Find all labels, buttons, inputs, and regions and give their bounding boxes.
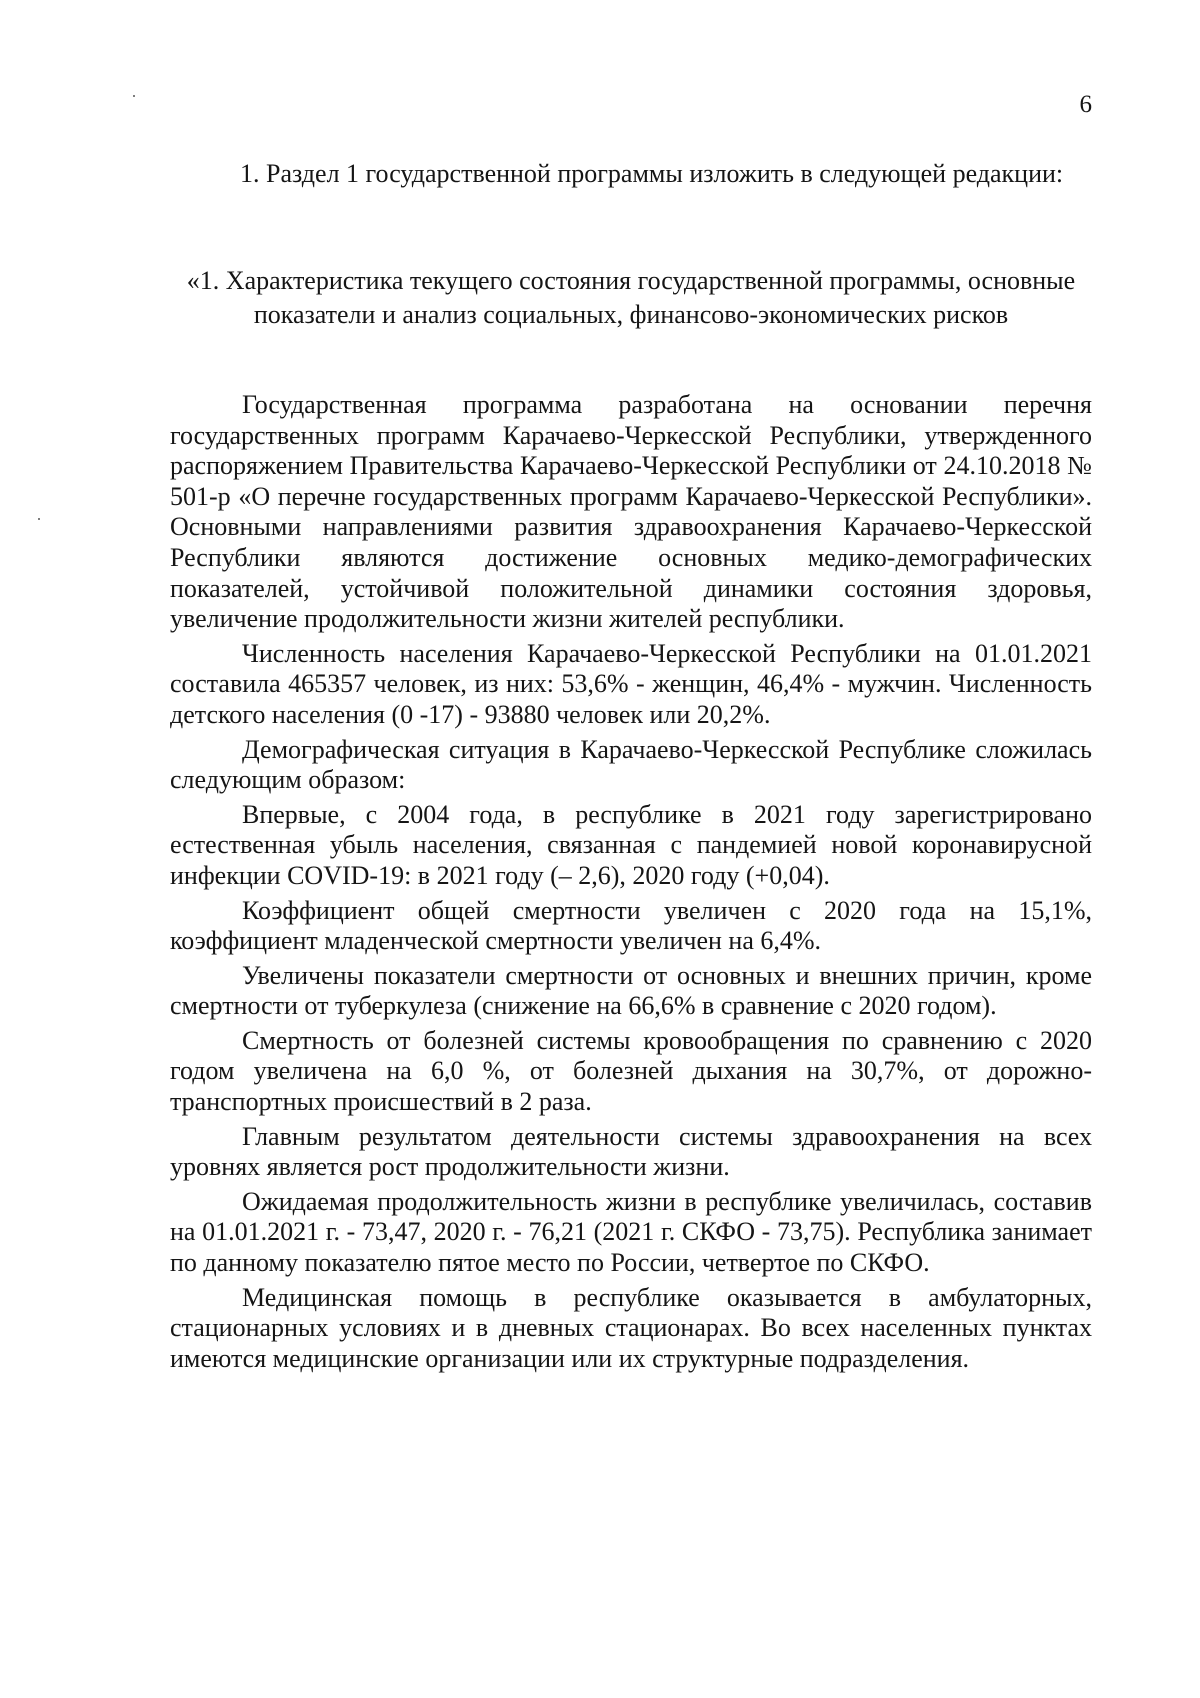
intro-paragraph: 1. Раздел 1 государственной программы изложить в следующей редакции: — [240, 159, 1064, 188]
paragraph: Численность населения Карачаево-Черкесской Республики на 01.01.2021 составила 465357 человек, из них: 53,6% - женщин, 46,4% - мужчин. Численность детского населения (0 -17) - 93880 человек или 20,2%. — [170, 638, 1092, 729]
paragraph: Медицинская помощь в республике оказывается в амбулаторных, стационарных условиях и в дневных стационарах. Во всех населенных пунктах имеются медицинские организации или их структурные подразделения. — [170, 1282, 1092, 1373]
paragraph: Коэффициент общей смертности увеличен с 2020 года на 15,1%, коэффициент младенческой смертности увеличен на 6,4%. — [170, 895, 1092, 956]
section-title: «1. Характеристика текущего состояния государственной программы, основные показатели и анализ социальных, финансово-экономических рисков — [186, 266, 1076, 329]
paragraph: Ожидаемая продолжительность жизни в республике увеличилась, составив на 01.01.2021 г. - 73,47, 2020 г. - 76,21 (2021 г. СКФО - 73,75). Республика занимает по данному показателю пятое место по России, четвертое по СКФО. — [170, 1186, 1092, 1278]
paragraph: Демографическая ситуация в Карачаево-Черкесской Республике сложилась следующим образом: — [170, 734, 1092, 795]
paragraph: Впервые, с 2004 года, в республике в 2021 году зарегистрировано естественная убыль населения, связанная с пандемией новой коронавирусной инфекции COVID-19: в 2021 году (– 2,6), 2020 году (+0,04). — [170, 799, 1092, 890]
paragraph: Увеличены показатели смертности от основных и внешних причин, кроме смертности от туберкулеза (снижение на 66,6% в сравнение с 2020 годом). — [170, 960, 1092, 1021]
page-number: 6 — [1079, 91, 1092, 118]
document-body — [170, 390, 1092, 1378]
paragraph: Главным результатом деятельности системы здравоохранения на всех уровнях является рост продолжительности жизни. — [170, 1121, 1092, 1182]
scan-speck — [133, 95, 135, 97]
paragraph: Смертность от болезней системы кровообращения по сравнению с 2020 годом увеличена на 6,0 %, от болезней дыхания на 30,7%, от дорожно-транспортных происшествий в 2 раза. — [170, 1025, 1092, 1117]
scan-speck — [38, 518, 40, 520]
paragraph: Государственная программа разработана на основании перечня государственных программ Карачаево-Черкесской Республики, утвержденного распоряжением Правительства Карачаево-Черкесской Республики от 24.10.2018 № 501-р «О перечне государственных программ Карачаево-Черкесской Республики». Основными направлениями развития здравоохранения Карачаево-Черкесской Республики являются достижение основных медико-демографических показателей, устойчивой положительной динамики состояния здоровья, увеличение продолжительности жизни жителей республики. — [170, 390, 1092, 634]
